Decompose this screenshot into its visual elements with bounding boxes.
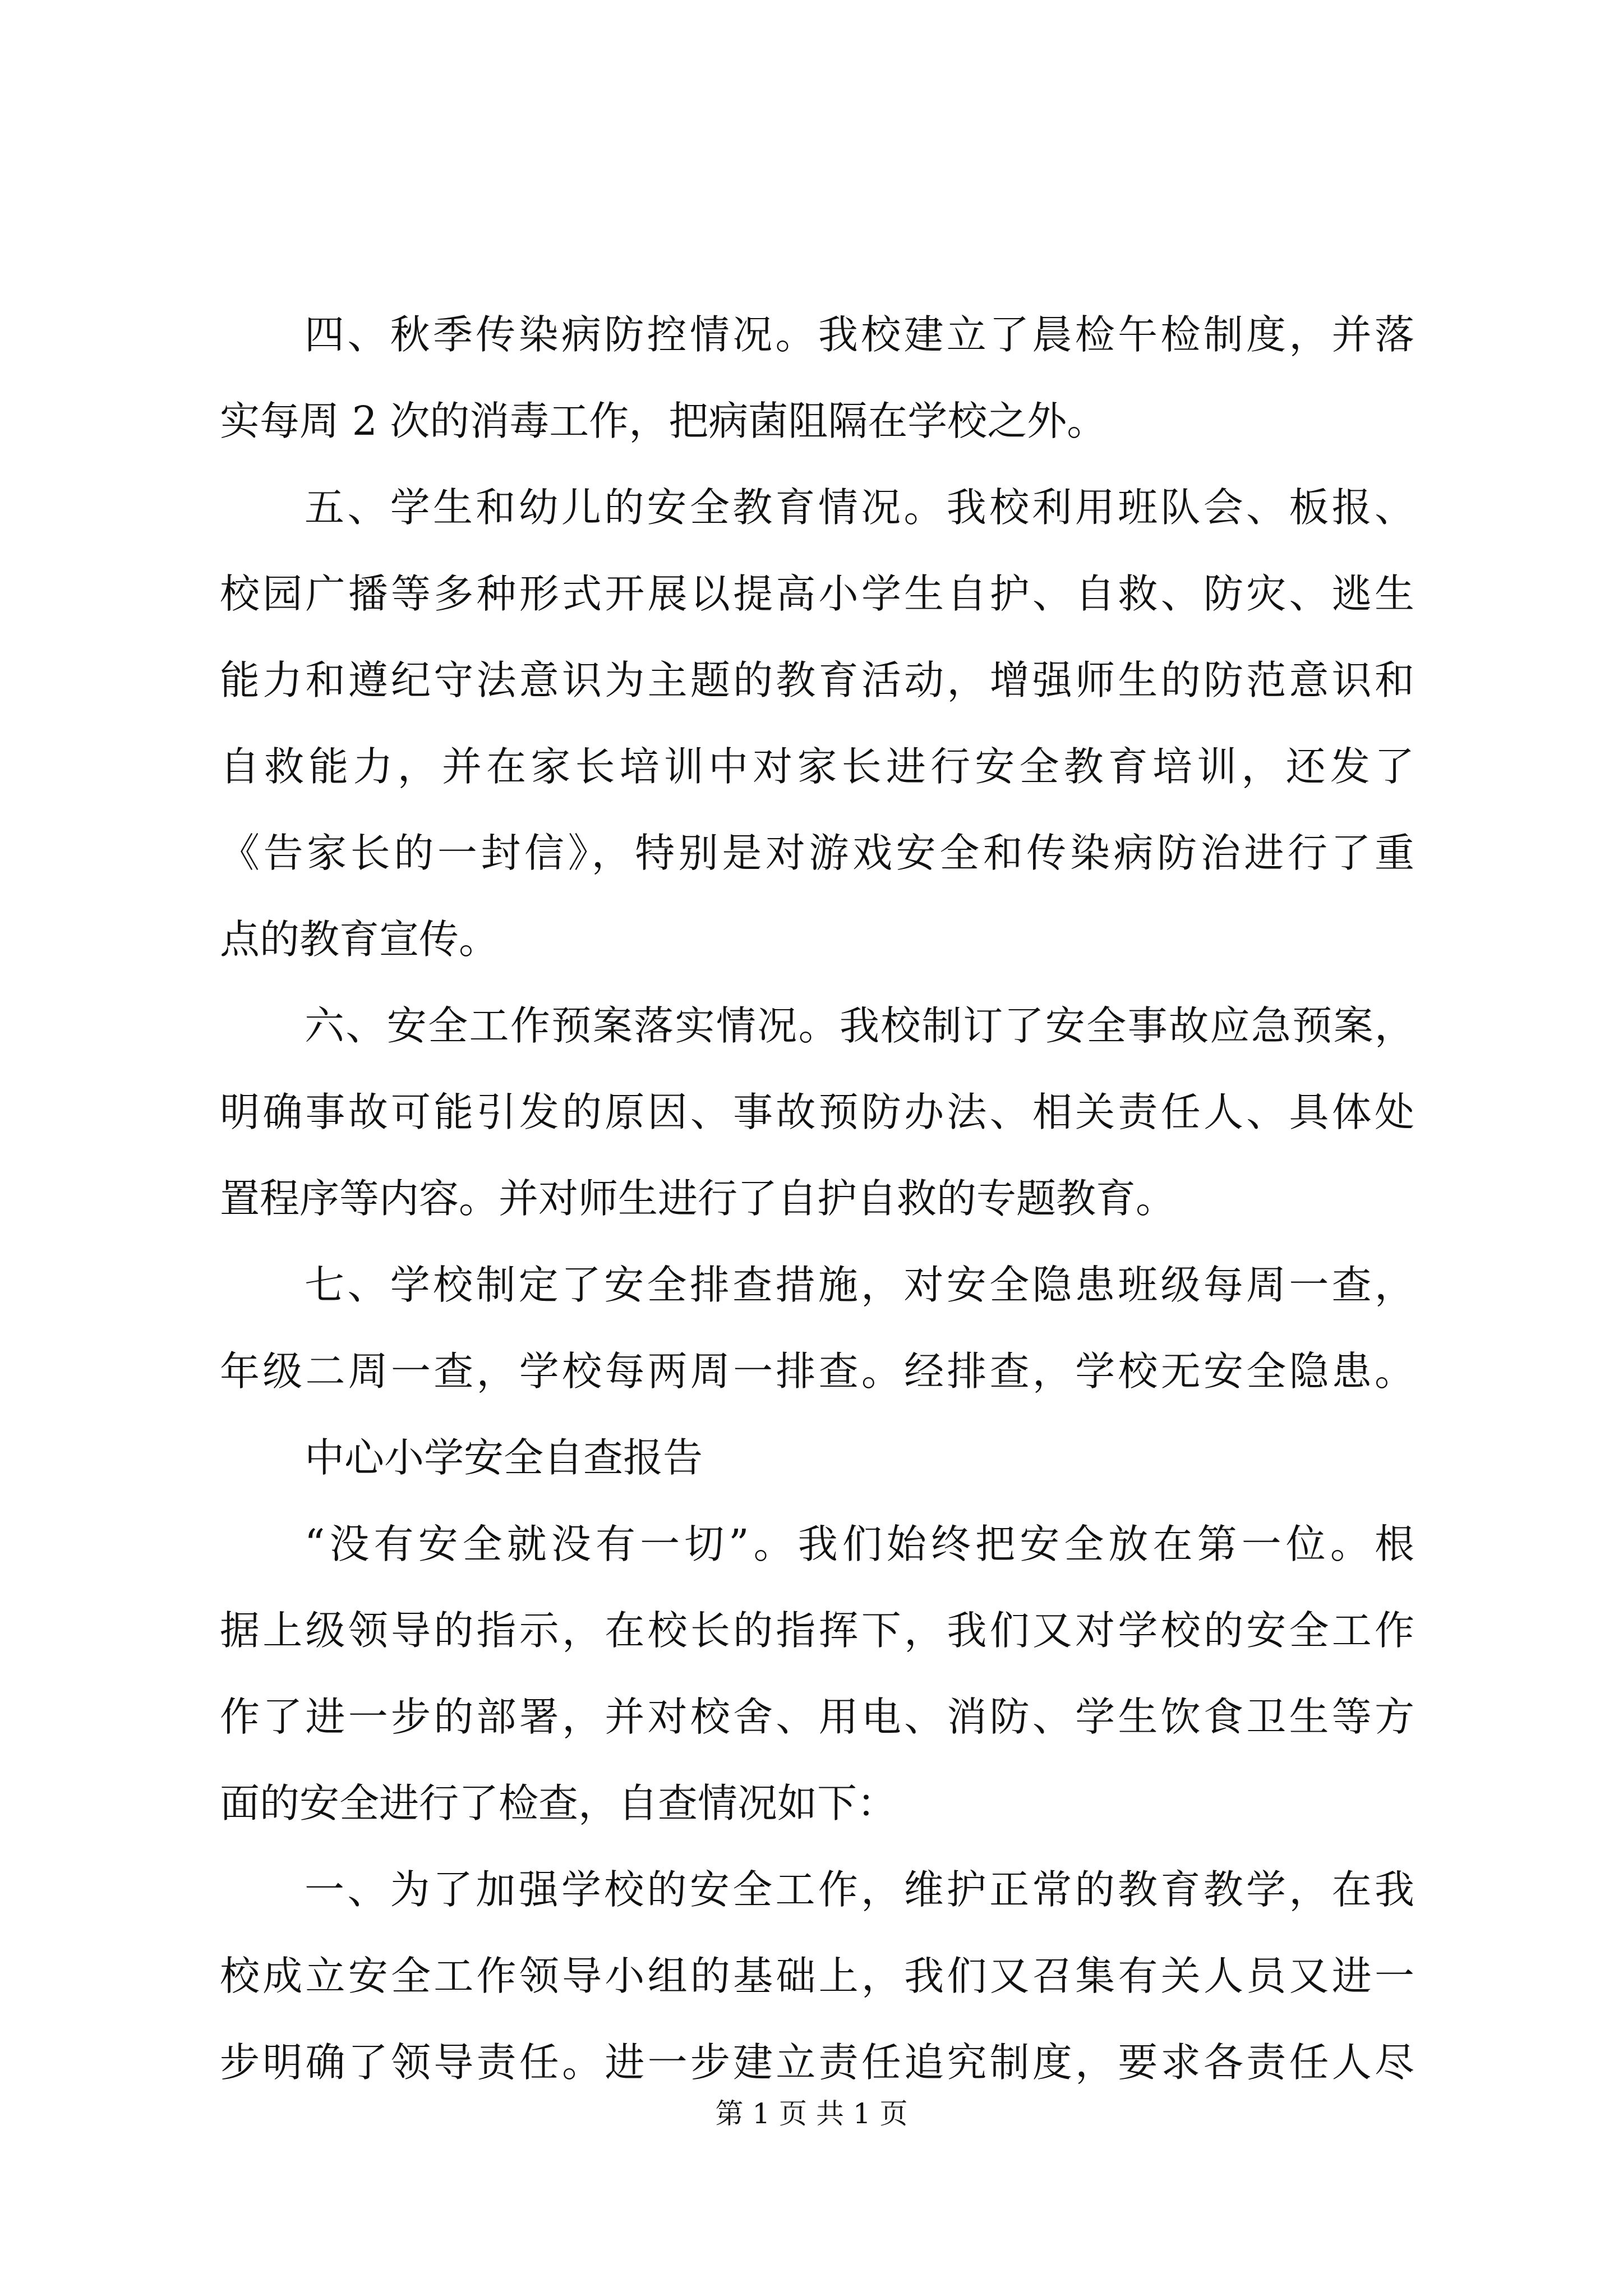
- text-line: “没有安全就没有一切”。我们始终把安全放在第一位。根: [305, 1521, 1414, 1567]
- page-footer: 第 1 页 共 1 页: [715, 2097, 908, 2130]
- text-line: 实每周 2 次的消毒工作，把病菌阻隔在学校之外。: [220, 398, 1107, 444]
- text-line: 作了进一步的部署，并对校舍、用电、消防、学生饮食卫生等方: [220, 1694, 1414, 1740]
- text-line: 据上级领导的指示，在校长的指挥下，我们又对学校的安全工作: [220, 1607, 1414, 1654]
- text-line: 能力和遵纪守法意识为主题的教育活动，增强师生的防范意识和: [220, 657, 1414, 703]
- text-line: 五、学生和幼儿的安全教育情况。我校利用班队会、板报、: [305, 484, 1414, 531]
- text-line: 一、为了加强学校的安全工作，维护正常的教育教学，在我: [305, 1866, 1414, 1913]
- text-line: 自救能力，并在家长培训中对家长进行安全教育培训，还发了: [220, 743, 1414, 790]
- text-line: 四、秋季传染病防控情况。我校建立了晨检午检制度，并落: [305, 311, 1414, 358]
- text-line: 年级二周一查，学校每两周一排查。经排查，学校无安全隐患。: [220, 1348, 1414, 1395]
- text-line: 《告家长的一封信》，特别是对游戏安全和传染病防治进行了重: [220, 830, 1414, 876]
- text-line: 校园广播等多种形式开展以提高小学生自护、自救、防灾、逃生: [220, 570, 1414, 617]
- text-line: 步明确了领导责任。进一步建立责任追究制度，要求各责任人尽: [220, 2039, 1414, 2086]
- document-body: [220, 292, 1414, 2106]
- text-line: 中心小学安全自查报告: [305, 1434, 703, 1481]
- text-line: 明确事故可能引发的原因、事故预防办法、相关责任人、具体处: [220, 1089, 1414, 1135]
- text-line: 七、学校制定了安全排查措施，对安全隐患班级每周一查，: [305, 1262, 1414, 1308]
- text-line: 置程序等内容。并对师生进行了自护自救的专题教育。: [220, 1175, 1176, 1222]
- text-line: 点的教育宣传。: [220, 916, 499, 963]
- text-line: 六、安全工作预案落实情况。我校制订了安全事故应急预案，: [305, 1002, 1414, 1049]
- text-line: 面的安全进行了检查，自查情况如下：: [220, 1780, 897, 1826]
- text-line: 校成立安全工作领导小组的基础上，我们又召集有关人员又进一: [220, 1953, 1414, 1999]
